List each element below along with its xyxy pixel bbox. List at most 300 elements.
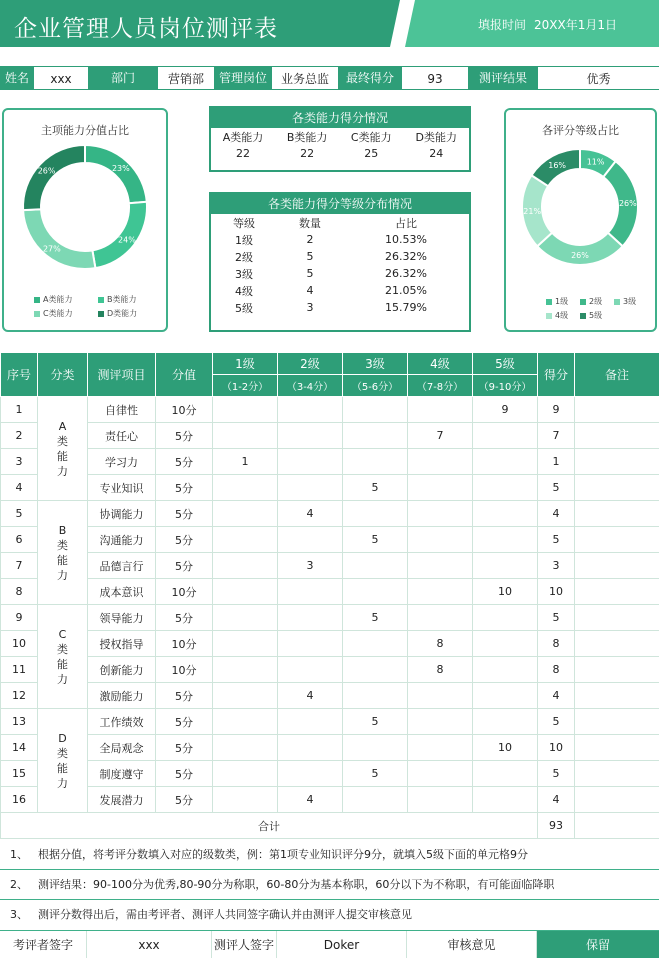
row-level-3-input[interactable]: 5 (343, 761, 408, 787)
row-level-4-input[interactable] (408, 787, 473, 813)
row-seq: 14 (1, 735, 38, 761)
note-item: 2、 测评结果：90-100分为优秀,80-90分为称职，60-80分为基本称职，60分以下为不称职，有可能面临降职 (0, 870, 659, 900)
grade-cell: 4 (306, 284, 314, 297)
row-remark[interactable] (575, 527, 659, 553)
row-level-1-input[interactable] (213, 787, 278, 813)
info-row (0, 66, 659, 90)
row-level-5-input[interactable] (473, 683, 538, 709)
row-level-2-input[interactable]: 3 (278, 553, 343, 579)
row-seq: 4 (1, 475, 38, 501)
legend-label: 3级 (623, 297, 637, 306)
pie-slice-label: 21% (523, 206, 542, 216)
row-score: 10 (538, 735, 575, 761)
row-score: 5 (538, 761, 575, 787)
review-label: 审核意见 (407, 931, 537, 958)
row-level-5-input[interactable] (473, 527, 538, 553)
pie-slice-label: 26% (37, 166, 56, 176)
row-item: 发展潜力 (88, 787, 156, 813)
row-remark[interactable] (575, 735, 659, 761)
table-row (1, 501, 659, 527)
row-weight: 5分 (156, 501, 213, 527)
ability-value-c: 25 (364, 147, 379, 160)
row-level-4-input[interactable]: 8 (408, 657, 473, 683)
row-seq: 8 (1, 579, 38, 605)
legend-swatch (546, 313, 552, 319)
row-seq: 3 (1, 449, 38, 475)
grade-distribution-title: 各类能力得分等级分布情况 (211, 194, 469, 214)
row-remark[interactable] (575, 605, 659, 631)
table-row (1, 397, 659, 423)
row-level-1-input[interactable] (213, 683, 278, 709)
pie-slice-label: 11% (586, 157, 605, 167)
col-level-1: 1级 (213, 353, 278, 375)
table-row (1, 761, 659, 787)
total-remark[interactable] (575, 813, 659, 839)
row-remark[interactable] (575, 449, 659, 475)
ability-summary-title: 各类能力得分情况 (211, 108, 469, 128)
grade-cell: 26.32% (385, 267, 427, 280)
row-level-4-input[interactable] (408, 579, 473, 605)
row-level-2-input[interactable] (278, 657, 343, 683)
grade-cell: 5 (306, 250, 314, 263)
grade-header-count: 数量 (299, 216, 322, 230)
ability-pie-chart (4, 142, 166, 272)
total-row (1, 813, 659, 839)
row-weight: 5分 (156, 735, 213, 761)
row-level-2-input[interactable] (278, 397, 343, 423)
legend-label: B类能力 (107, 295, 137, 304)
grade-cell: 3 (306, 301, 314, 314)
grade-pie-panel (504, 108, 657, 332)
post-label: 管理岗位 (218, 71, 267, 85)
row-level-2-input[interactable]: 4 (278, 501, 343, 527)
legend-item (580, 310, 602, 321)
ability-value-d: 24 (429, 147, 444, 160)
row-remark[interactable] (575, 631, 659, 657)
row-category: A 类 能 力 (38, 397, 88, 501)
grade-cell: 15.79% (385, 301, 427, 314)
row-weight: 5分 (156, 709, 213, 735)
row-weight: 5分 (156, 423, 213, 449)
row-remark[interactable] (575, 787, 659, 813)
ability-value-a: 22 (236, 147, 251, 160)
grade-header-level: 等级 (233, 216, 256, 230)
table-row (1, 527, 659, 553)
row-level-3-input[interactable]: 5 (343, 605, 408, 631)
row-level-5-input[interactable]: 10 (473, 579, 538, 605)
result-value: 优秀 (538, 66, 659, 90)
row-level-4-input[interactable] (408, 475, 473, 501)
table-row (1, 657, 659, 683)
note-text: 根据分值，将考评分数填入对应的级数类，例：第1项专业知识评分9分，就填入5级下面的单元格9分 (38, 848, 528, 861)
row-level-2-input[interactable] (278, 527, 343, 553)
grade-cell: 5级 (235, 301, 254, 315)
row-level-1-input[interactable] (213, 631, 278, 657)
grade-row (211, 282, 469, 299)
score-label: 最终得分 (345, 71, 394, 85)
header (0, 0, 659, 47)
row-remark[interactable] (575, 761, 659, 787)
row-seq: 15 (1, 761, 38, 787)
row-level-4-input[interactable] (408, 605, 473, 631)
legend-item (546, 296, 568, 307)
row-level-1-input[interactable] (213, 709, 278, 735)
legend-item (98, 294, 137, 305)
row-score: 8 (538, 631, 575, 657)
legend-label: 5级 (589, 311, 603, 320)
row-level-5-input[interactable] (473, 449, 538, 475)
row-weight: 5分 (156, 761, 213, 787)
legend-swatch (98, 297, 104, 303)
row-level-1-input[interactable] (213, 475, 278, 501)
grade-row (211, 248, 469, 265)
legend-swatch (34, 297, 40, 303)
row-score: 1 (538, 449, 575, 475)
legend-swatch (546, 299, 552, 305)
row-score: 3 (538, 553, 575, 579)
row-level-3-input[interactable] (343, 449, 408, 475)
row-level-2-input[interactable] (278, 709, 343, 735)
row-score: 5 (538, 709, 575, 735)
row-level-5-input[interactable] (473, 631, 538, 657)
row-level-3-input[interactable]: 5 (343, 709, 408, 735)
row-weight: 5分 (156, 605, 213, 631)
row-weight: 5分 (156, 553, 213, 579)
ability-value-b: 22 (300, 147, 315, 160)
row-level-5-input[interactable] (473, 709, 538, 735)
row-seq: 10 (1, 631, 38, 657)
note-item: 3、 测评分数得出后，需由考评者、测评人共同签字确认并由测评人提交审核意见 (10, 908, 412, 921)
legend-label: 2级 (589, 297, 603, 306)
row-level-1-input[interactable] (213, 735, 278, 761)
col-range-3: （5-6分） (343, 375, 408, 397)
row-seq: 11 (1, 657, 38, 683)
row-item: 专业知识 (88, 475, 156, 501)
row-level-3-input[interactable] (343, 735, 408, 761)
row-item: 创新能力 (88, 657, 156, 683)
row-level-4-input[interactable] (408, 683, 473, 709)
row-seq: 6 (1, 527, 38, 553)
row-level-3-input[interactable] (343, 631, 408, 657)
row-level-4-input[interactable] (408, 397, 473, 423)
row-level-5-input[interactable] (473, 657, 538, 683)
row-level-4-input[interactable] (408, 761, 473, 787)
table-row (1, 579, 659, 605)
col-range-1: （1-2分） (213, 375, 278, 397)
ability-pie-legend (4, 294, 166, 324)
legend-item (34, 294, 72, 305)
col-item: 测评项目 (88, 353, 156, 397)
grade-cell: 21.05% (385, 284, 427, 297)
row-level-5-input[interactable]: 10 (473, 735, 538, 761)
name-value[interactable]: xxx (34, 66, 88, 90)
row-level-1-input[interactable] (213, 605, 278, 631)
row-level-3-input[interactable] (343, 683, 408, 709)
row-level-5-input[interactable] (473, 553, 538, 579)
row-score: 7 (538, 423, 575, 449)
row-level-4-input[interactable] (408, 709, 473, 735)
row-remark[interactable] (575, 709, 659, 735)
row-weight: 5分 (156, 683, 213, 709)
grade-header-ratio: 占比 (395, 216, 418, 230)
grade-pie-legend (506, 296, 655, 326)
row-weight: 10分 (156, 631, 213, 657)
col-level-3: 3级 (343, 353, 408, 375)
row-level-1-input[interactable] (213, 501, 278, 527)
row-level-2-input[interactable] (278, 579, 343, 605)
row-seq: 9 (1, 605, 38, 631)
grade-row (211, 231, 469, 248)
pie-slice-3 (23, 209, 95, 269)
legend-item (34, 308, 73, 319)
row-level-5-input[interactable] (473, 475, 538, 501)
date-value[interactable]: 20XX年1月1日 (534, 18, 617, 32)
row-score: 8 (538, 657, 575, 683)
table-row (1, 475, 659, 501)
pie-slice-label: 27% (42, 244, 61, 254)
grade-row (211, 265, 469, 282)
fill-date (478, 16, 625, 33)
legend-label: 4级 (555, 311, 569, 320)
legend-swatch (34, 311, 40, 317)
legend-swatch (580, 313, 586, 319)
ability-header-c: C类能力 (350, 130, 392, 144)
dept-label: 部门 (110, 71, 135, 85)
evaluator-signature[interactable]: xxx (87, 931, 212, 958)
row-level-2-input[interactable] (278, 423, 343, 449)
row-level-1-input[interactable] (213, 553, 278, 579)
row-score: 4 (538, 787, 575, 813)
tested-signature[interactable]: Doker (277, 931, 407, 958)
table-row (1, 449, 659, 475)
row-level-3-input[interactable] (343, 787, 408, 813)
table-row (1, 553, 659, 579)
result-label: 测评结果 (478, 71, 527, 85)
row-seq: 13 (1, 709, 38, 735)
grade-pie-title: 各评分等级占比 (542, 124, 619, 137)
row-level-5-input[interactable] (473, 423, 538, 449)
row-level-4-input[interactable] (408, 449, 473, 475)
row-weight: 5分 (156, 449, 213, 475)
row-level-2-input[interactable] (278, 761, 343, 787)
row-level-3-input[interactable]: 5 (343, 475, 408, 501)
row-weight: 5分 (156, 475, 213, 501)
row-item: 自律性 (88, 397, 156, 423)
col-level-5: 5级 (473, 353, 538, 375)
row-item: 激励能力 (88, 683, 156, 709)
row-score: 5 (538, 475, 575, 501)
row-item: 协调能力 (88, 501, 156, 527)
row-level-5-input[interactable] (473, 501, 538, 527)
pie-slice-label: 24% (118, 235, 136, 245)
note-item: 1、 根据分值，将考评分数填入对应的级数类，例：第1项专业知识评分9分，就填入5级下面的单元格9分 (0, 840, 659, 870)
row-level-3-input[interactable] (343, 553, 408, 579)
pie-slice-1 (85, 145, 147, 203)
row-remark[interactable] (575, 397, 659, 423)
grade-cell: 10.53% (385, 233, 427, 246)
page-title: 企业管理人员岗位测评表 (14, 16, 278, 42)
row-item: 学习力 (88, 449, 156, 475)
table-row (1, 787, 659, 813)
name-label: 姓名 (4, 71, 29, 85)
col-level-4: 4级 (408, 353, 473, 375)
pie-slice-3 (537, 233, 622, 265)
legend-item (614, 296, 636, 307)
table-row (1, 709, 659, 735)
dept-value[interactable]: 营销部 (158, 66, 214, 90)
row-score: 5 (538, 605, 575, 631)
row-weight: 5分 (156, 527, 213, 553)
row-level-1-input[interactable] (213, 423, 278, 449)
row-level-2-input[interactable] (278, 449, 343, 475)
date-label: 填报时间 (478, 18, 527, 32)
row-remark[interactable] (575, 501, 659, 527)
row-level-4-input[interactable]: 7 (408, 423, 473, 449)
row-weight: 5分 (156, 787, 213, 813)
table-row (1, 631, 659, 657)
row-score: 4 (538, 501, 575, 527)
row-level-2-input[interactable] (278, 631, 343, 657)
row-score: 10 (538, 579, 575, 605)
table-row (1, 683, 659, 709)
pie-slice-label: 26% (571, 251, 589, 260)
row-seq: 12 (1, 683, 38, 709)
row-seq: 7 (1, 553, 38, 579)
pie-slice-label: 26% (618, 199, 637, 209)
row-level-4-input[interactable]: 8 (408, 631, 473, 657)
legend-label: C类能力 (43, 309, 73, 318)
post-value[interactable]: 业务总监 (272, 66, 338, 90)
ability-summary (209, 106, 471, 172)
row-level-3-input[interactable]: 5 (343, 527, 408, 553)
table-row (1, 735, 659, 761)
row-level-2-input[interactable]: 4 (278, 787, 343, 813)
row-level-3-input[interactable] (343, 657, 408, 683)
row-score: 4 (538, 683, 575, 709)
row-level-4-input[interactable] (408, 527, 473, 553)
row-level-2-input[interactable] (278, 475, 343, 501)
col-range-2: （3-4分） (278, 375, 343, 397)
row-item: 制度遵守 (88, 761, 156, 787)
legend-swatch (614, 299, 620, 305)
col-level-2: 2级 (278, 353, 343, 375)
grade-cell: 5 (306, 267, 314, 280)
row-level-5-input[interactable] (473, 605, 538, 631)
note-text: 测评结果：90-100分为优秀,80-90分为称职，60-80分为基本称职，60分以下为不称职，有可能面临降职 (38, 878, 555, 891)
row-item: 品德言行 (88, 553, 156, 579)
row-level-2-input[interactable] (278, 605, 343, 631)
row-level-1-input[interactable] (213, 761, 278, 787)
row-level-3-input[interactable] (343, 501, 408, 527)
grade-cell: 2 (306, 233, 314, 246)
row-level-1-input[interactable]: 1 (213, 449, 278, 475)
row-category: D 类 能 力 (38, 709, 88, 813)
grade-distribution-table (211, 214, 469, 316)
signature-row (0, 930, 659, 958)
row-level-5-input[interactable] (473, 787, 538, 813)
pie-slice-label: 23% (111, 163, 130, 173)
legend-swatch (98, 311, 104, 317)
row-seq: 16 (1, 787, 38, 813)
grade-cell: 3级 (235, 267, 254, 281)
row-level-2-input[interactable] (278, 735, 343, 761)
tested-label: 测评人签字 (212, 931, 277, 958)
row-level-4-input[interactable] (408, 553, 473, 579)
table-row (1, 605, 659, 631)
col-score: 得分 (538, 353, 575, 397)
col-range-4: （7-8分） (408, 375, 473, 397)
ability-pie-panel (2, 108, 168, 332)
row-item: 工作绩效 (88, 709, 156, 735)
col-remark: 备注 (575, 353, 659, 397)
row-level-3-input[interactable] (343, 423, 408, 449)
row-remark[interactable] (575, 423, 659, 449)
row-level-3-input[interactable] (343, 579, 408, 605)
evaluation-table (0, 352, 659, 839)
row-level-1-input[interactable] (213, 397, 278, 423)
row-weight: 10分 (156, 657, 213, 683)
row-item: 责任心 (88, 423, 156, 449)
grade-cell: 1级 (235, 233, 254, 247)
legend-item (546, 310, 568, 321)
total-label: 合计 (1, 813, 538, 839)
score-value: 93 (402, 66, 468, 90)
row-remark[interactable] (575, 683, 659, 709)
row-remark[interactable] (575, 657, 659, 683)
row-item: 领导能力 (88, 605, 156, 631)
ability-header-b: B类能力 (286, 130, 328, 144)
row-seq: 1 (1, 397, 38, 423)
legend-label: 1级 (555, 297, 569, 306)
save-button[interactable]: 保留 (537, 931, 659, 958)
row-score: 9 (538, 397, 575, 423)
row-remark[interactable] (575, 553, 659, 579)
row-level-5-input[interactable] (473, 761, 538, 787)
legend-swatch (580, 299, 586, 305)
ability-header-d: D类能力 (415, 130, 457, 144)
table-row (1, 423, 659, 449)
row-level-2-input[interactable]: 4 (278, 683, 343, 709)
grade-pie-chart (506, 142, 655, 272)
row-category: B 类 能 力 (38, 501, 88, 605)
row-remark[interactable] (575, 579, 659, 605)
row-remark[interactable] (575, 475, 659, 501)
ability-pie-title: 主项能力分值占比 (41, 124, 129, 137)
notes (0, 840, 659, 930)
legend-item (580, 296, 602, 307)
row-level-3-input[interactable] (343, 397, 408, 423)
grade-cell: 4级 (235, 284, 254, 298)
row-level-1-input[interactable] (213, 657, 278, 683)
pie-slice-label: 16% (548, 160, 567, 170)
row-level-4-input[interactable] (408, 735, 473, 761)
col-seq: 序号 (1, 353, 38, 397)
row-level-5-input[interactable]: 9 (473, 397, 538, 423)
row-level-4-input[interactable] (408, 501, 473, 527)
legend-item (98, 308, 137, 319)
grade-cell: 26.32% (385, 250, 427, 263)
row-weight: 10分 (156, 397, 213, 423)
evaluator-label: 考评者签字 (0, 931, 87, 958)
row-item: 授权指导 (88, 631, 156, 657)
legend-label: A类能力 (43, 295, 73, 304)
total-value: 93 (538, 813, 575, 839)
row-seq: 5 (1, 501, 38, 527)
row-level-1-input[interactable] (213, 579, 278, 605)
row-item: 沟通能力 (88, 527, 156, 553)
row-level-1-input[interactable] (213, 527, 278, 553)
grade-cell: 2级 (235, 250, 254, 264)
